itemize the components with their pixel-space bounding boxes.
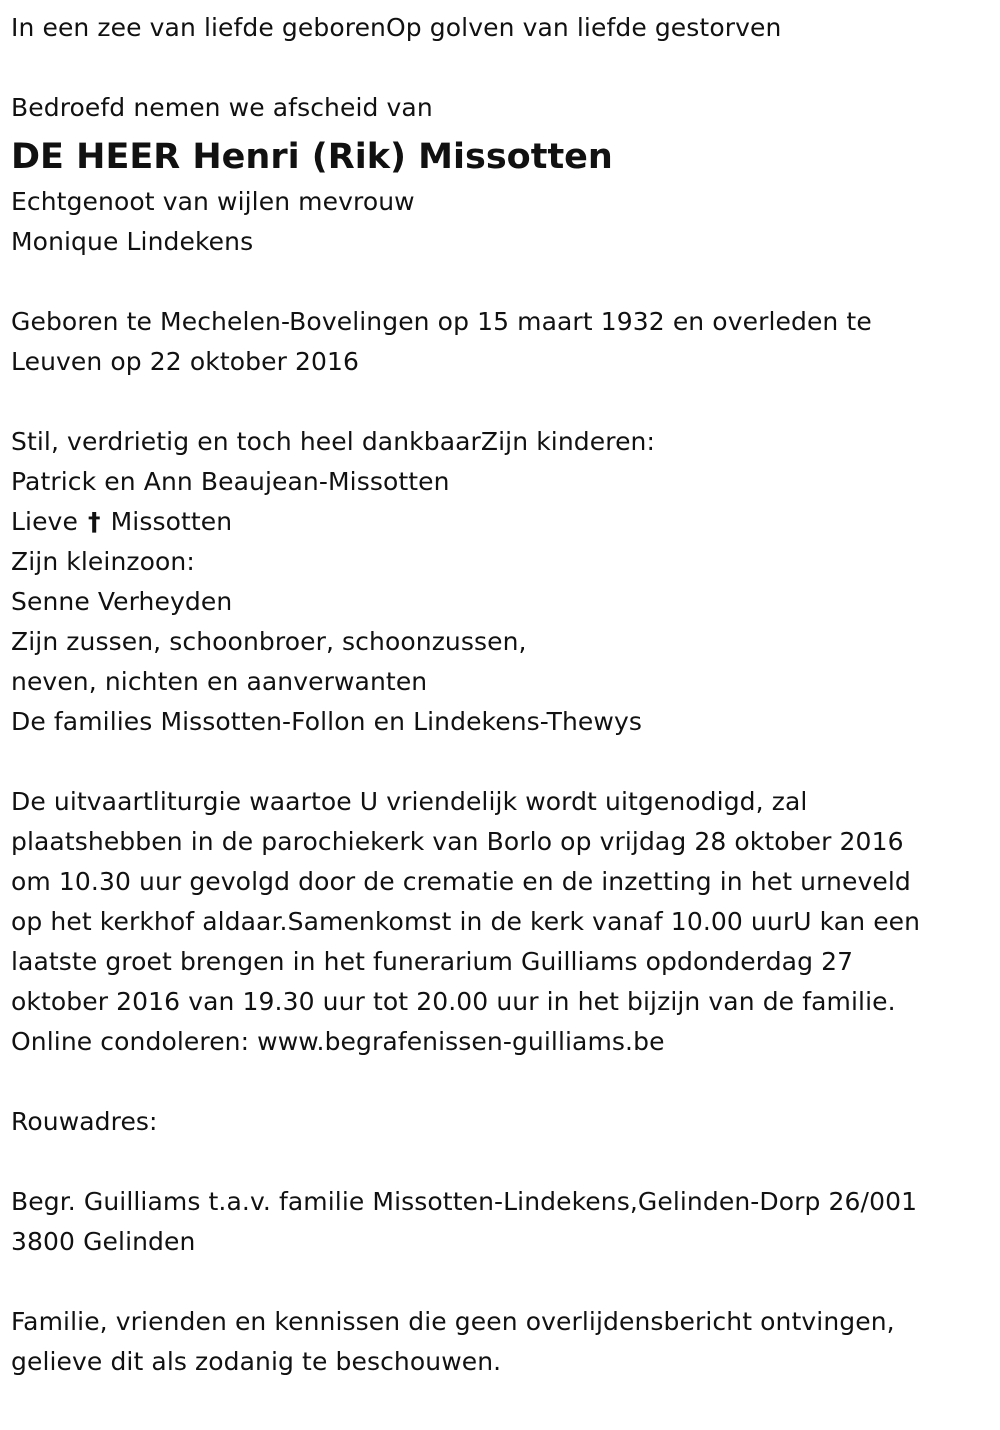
grandson-label: Zijn kleinzoon: — [11, 547, 195, 576]
siblings-line-2: neven, nichten en aanverwanten — [11, 667, 428, 696]
child-1: Patrick en Ann Beaujean-Missotten — [11, 467, 450, 496]
ceremony-line-1: De uitvaartliturgie waartoe U vriendelijk wordt uitgenodigd, zal — [11, 787, 808, 816]
motto: In een zee van liefde geborenOp golven van liefde gestorven — [11, 13, 782, 42]
ceremony-line-3: om 10.30 uur gevolgd door de crematie en de inzetting in het urneveld — [11, 867, 911, 896]
intro-text: Bedroefd nemen we afscheid van — [11, 93, 433, 122]
cross-icon: † — [87, 507, 101, 536]
spacer — [11, 382, 1000, 422]
birth-death-line-1: Geboren te Mechelen-Bovelingen op 15 maart 1932 en overleden te — [11, 307, 872, 336]
spacer — [11, 1062, 1000, 1102]
address-line-2: 3800 Gelinden — [11, 1227, 196, 1256]
address-label: Rouwadres: — [11, 1107, 158, 1136]
spacer — [11, 48, 1000, 88]
child-2-last-name: Missotten — [110, 507, 233, 536]
ceremony-line-5: laatste groet brengen in het funerarium Guilliams opdonderdag 27 — [11, 947, 854, 976]
spacer — [11, 1262, 1000, 1302]
closing-line-2: gelieve dit als zodanig te beschouwen. — [11, 1347, 502, 1376]
family-heading: Stil, verdrietig en toch heel dankbaarZijn kinderen: — [11, 427, 656, 456]
address-line-1: Begr. Guilliams t.a.v. familie Missotten-Lindekens,Gelinden-Dorp 26/001 — [11, 1187, 918, 1216]
spacer — [11, 742, 1000, 782]
ceremony-line-4: op het kerkhof aldaar.Samenkomst in de kerk vanaf 10.00 uurU kan een — [11, 907, 921, 936]
grandson: Senne Verheyden — [11, 587, 233, 616]
child-2 — [11, 502, 1000, 542]
online-condolence-line: Online condoleren: www.begrafenissen-guilliams.be — [11, 1027, 665, 1056]
ceremony-line-6: oktober 2016 van 19.30 uur tot 20.00 uur in het bijzijn van de familie. — [11, 987, 896, 1016]
birth-death-line-2: Leuven op 22 oktober 2016 — [11, 347, 360, 376]
child-2-first-name: Lieve — [11, 507, 78, 536]
spacer — [11, 262, 1000, 302]
ceremony-line-2: plaatshebben in de parochiekerk van Borlo op vrijdag 28 oktober 2016 — [11, 827, 904, 856]
spacer — [11, 1142, 1000, 1182]
deceased-name: DE HEER Henri (Rik) Missotten — [11, 137, 613, 177]
closing-line-1: Familie, vrienden en kennissen die geen overlijdensbericht ontvingen, — [11, 1307, 895, 1336]
spouse-line-1: Echtgenoot van wijlen mevrouw — [11, 187, 415, 216]
siblings-line-1: Zijn zussen, schoonbroer, schoonzussen, — [11, 627, 527, 656]
families-line: De families Missotten-Follon en Lindekens-Thewys — [11, 707, 642, 736]
spouse-line-2: Monique Lindekens — [11, 227, 254, 256]
